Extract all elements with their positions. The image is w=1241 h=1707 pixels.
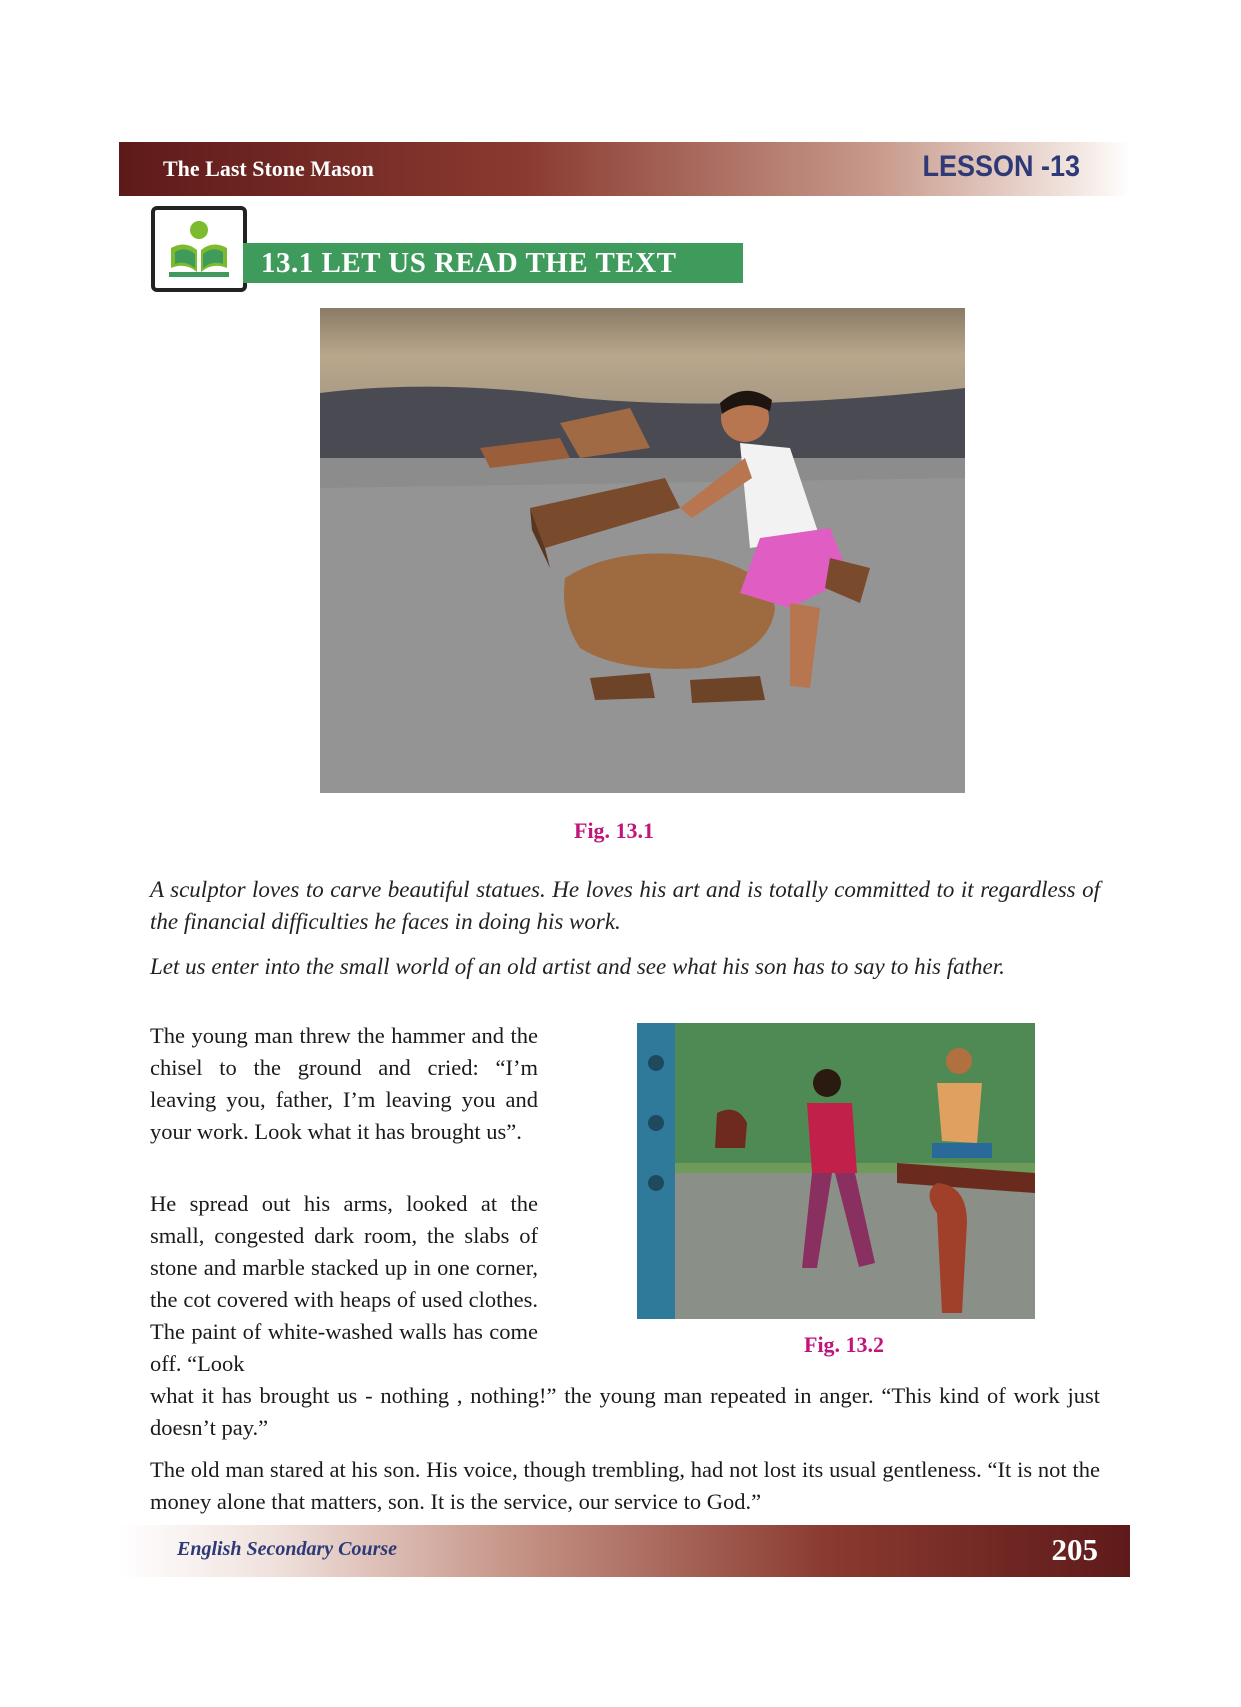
lesson-number: LESSON -13 xyxy=(922,150,1080,183)
page-number: 205 xyxy=(1051,1532,1098,1567)
story-paragraph: what it has brought us - nothing , nothing!” the young man repeated in anger. “This kind of work just doesn’t pay.” xyxy=(150,1383,1100,1440)
intro-paragraph: Let us enter into the small world of an old artist and see what his son has to say to his father. xyxy=(150,954,1005,979)
figure-caption: Fig. 13.2 xyxy=(804,1332,885,1357)
story-paragraph: The old man stared at his son. His voice, though trembling, had not lost its usual gentleness. “It is not the money alone that matters, son. It is the service, our service to God.” xyxy=(150,1457,1100,1514)
figure-caption: Fig. 13.1 xyxy=(574,818,655,843)
header-bar xyxy=(119,142,1130,196)
intro-paragraph: A sculptor loves to carve beautiful statues. He loves his art and is totally committed to it regardless of the financial difficulties he faces in doing his work. xyxy=(150,877,1100,934)
reading-person-book-icon xyxy=(151,206,247,292)
story-paragraph: The young man threw the hammer and the chisel to the ground and cried: “I’m leaving you, father, I’m leaving you and your work. Look what it has brought us”. xyxy=(150,1023,538,1144)
chapter-title: The Last Stone Mason xyxy=(163,156,374,181)
sculptor-illustration xyxy=(320,308,965,793)
father-son-illustration xyxy=(637,1023,1035,1319)
course-name: English Secondary Course xyxy=(177,1538,398,1560)
section-heading-band xyxy=(243,243,743,283)
story-paragraph: He spread out his arms, looked at the small, congested dark room, the slabs of stone and marble stacked up in one corner, the cot covered with heaps of used clothes. The paint of white-washed walls has come off. “Look xyxy=(150,1191,538,1376)
footer-bar xyxy=(119,1525,1130,1577)
section-heading: 13.1 LET US READ THE TEXT xyxy=(261,247,677,279)
